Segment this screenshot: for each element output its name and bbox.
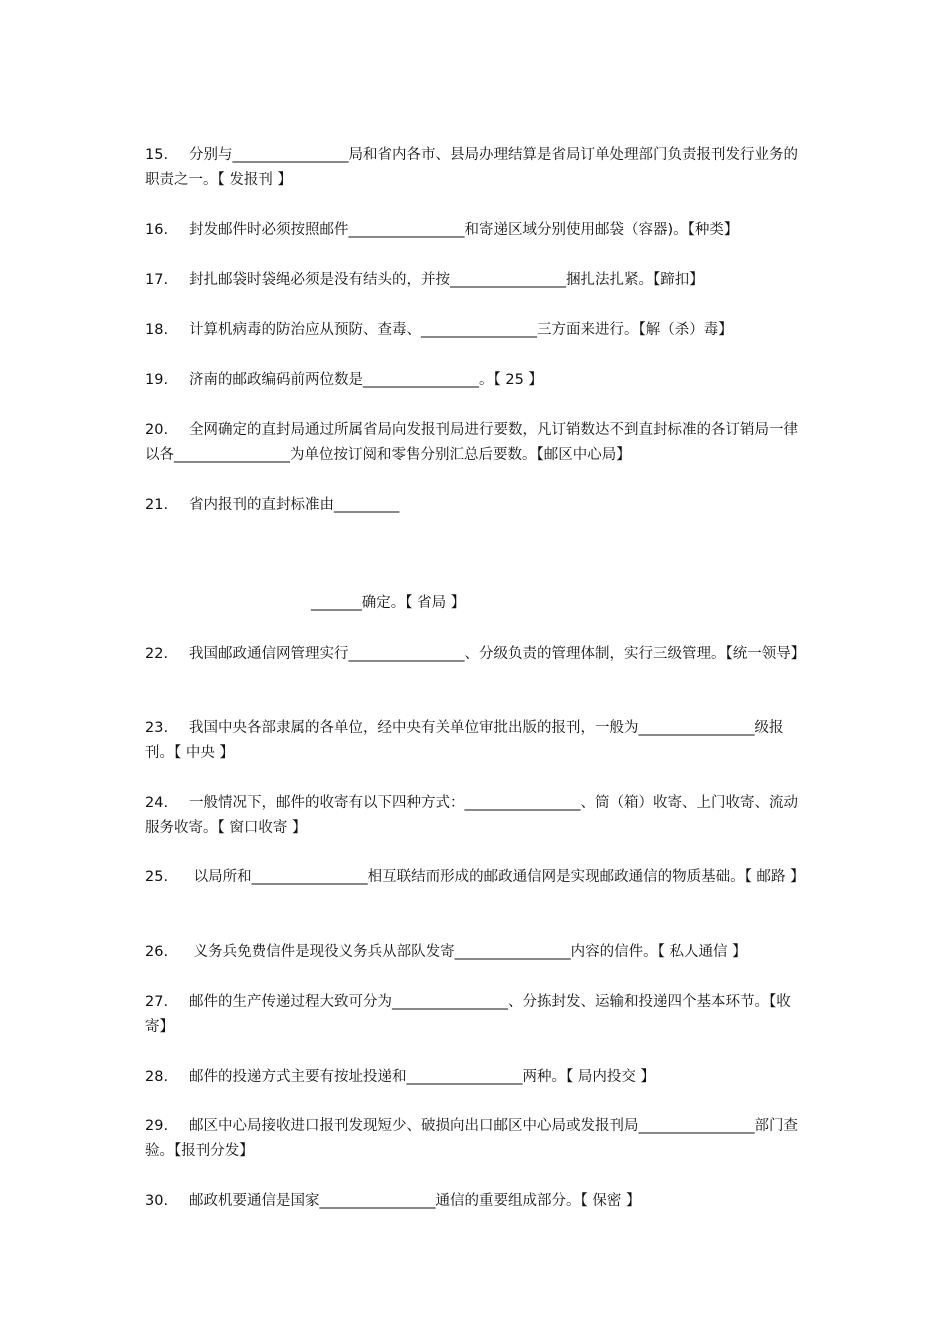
question-text: 封发邮件时必须按照邮件________________和寄递区域分别使用邮袋（容器)。【种类】 (189, 222, 739, 238)
question-30 (145, 1189, 810, 1214)
question-27 (145, 990, 810, 1040)
question-text: 济南的邮政编码前两位数是________________。【 25 】 (189, 372, 543, 388)
question-text: 邮政机要通信是国家________________通信的重要组成部分。【 保密 】 (189, 1193, 641, 1209)
question-number: 19. (145, 372, 169, 388)
question-number: 20. (145, 422, 169, 438)
question-text: 封扎邮袋时袋绳必须是没有结头的，并按________________捆扎法扎紧。【蹄扣】 (189, 272, 704, 288)
question-21 (145, 493, 810, 518)
question-text: 邮件的投递方式主要有按址投递和________________两种。【 局内投交 】 (189, 1069, 655, 1085)
question-24 (145, 791, 810, 841)
question-text: 邮区中心局接收进口报刊发现短少、破损向出口邮区中心局或发报刊局________________部门查验。【报刊分发】 (145, 1118, 798, 1159)
question-text: 我国邮政通信网管理实行________________、分级负责的管理体制，实行三级管理。【统一领导】 (189, 646, 806, 662)
question-number: 22. (145, 646, 169, 662)
question-number: 30. (145, 1193, 169, 1209)
question-text: 义务兵免费信件是现役义务兵从部队发寄________________内容的信件。【 私人通信 】 (189, 944, 747, 960)
question-number: 15. (145, 147, 169, 163)
question-text: 邮件的生产传递过程大致可分为________________、分拣封发、运输和投递四个基本环节。【收寄】 (145, 994, 791, 1035)
question-20 (145, 418, 810, 468)
question-text: 分别与________________局和省内各市、县局办理结算是省局订单处理部门负责报刊发行业务的职责之一。【 发报刊 】 (145, 147, 798, 188)
question-text: 省内报刊的直封标准由_________ (189, 497, 400, 513)
question-number: 27. (145, 994, 169, 1010)
question-number: 17. (145, 272, 169, 288)
question-number: 21. (145, 497, 169, 513)
question-26 (145, 940, 810, 965)
question-25 (145, 865, 810, 890)
question-number: 23. (145, 720, 169, 736)
question-23 (145, 716, 810, 766)
question-19 (145, 368, 810, 393)
question-number: 18. (145, 322, 169, 338)
question-text: 计算机病毒的防治应从预防、查毒、________________三方面来进行。【解（杀）毒】 (189, 322, 733, 338)
question-28 (145, 1065, 810, 1090)
question-number: 26. (145, 944, 169, 960)
question-text: 全网确定的直封局通过所属省局向发报刊局进行要数，凡订销数达不到直封标准的各订销局一律以各________________为单位按订阅和零售分别汇总后要数。【邮区中心局】 (145, 422, 798, 463)
question-22 (145, 642, 810, 667)
question-15 (145, 143, 810, 193)
question-17 (145, 268, 810, 293)
question-16 (145, 218, 810, 243)
question-text: 一般情况下，邮件的收寄有以下四种方式：________________、筒（箱）收寄、上门收寄、流动服务收寄。【 窗口收寄 】 (145, 795, 798, 836)
question-number: 25. (145, 869, 169, 885)
question-29 (145, 1114, 810, 1164)
question-number: 24. (145, 795, 169, 811)
question-18 (145, 318, 810, 343)
question-number: 28. (145, 1069, 169, 1085)
question-text: 我国中央各部隶属的各单位，经中央有关单位审批出版的报刊，一般为________________级报刊。【 中央 】 (145, 720, 784, 761)
question-number: 29. (145, 1118, 169, 1134)
question-text: 以局所和________________相互联结而形成的邮政通信网是实现邮政通信的物质基础。【 邮路 】 (189, 869, 805, 885)
question-21-continuation: _______确定。【 省局 】 (311, 595, 466, 611)
question-number: 16. (145, 222, 169, 238)
